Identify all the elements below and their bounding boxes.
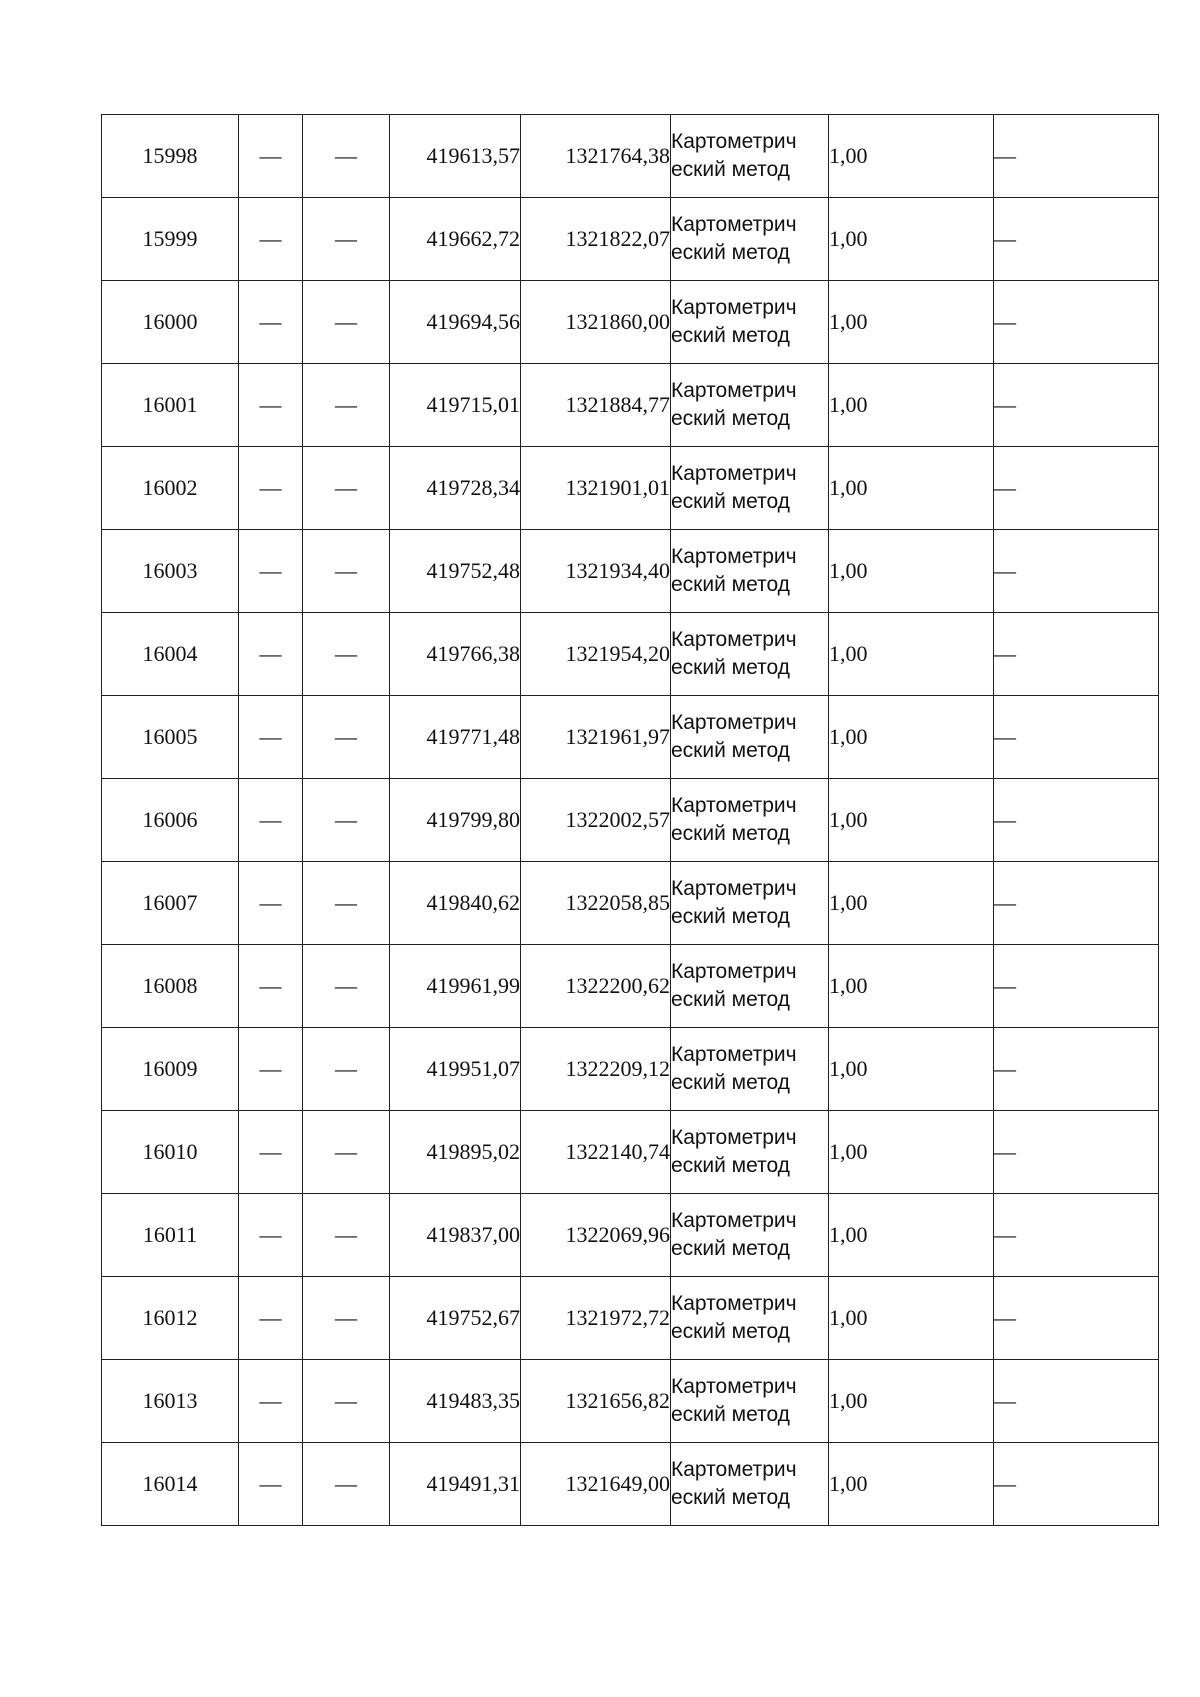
dash-cell: — (239, 779, 303, 862)
dash-cell: — (303, 364, 390, 447)
table-row (102, 945, 1159, 1028)
point-number-cell: 15999 (102, 198, 239, 281)
x-coordinate-cell: 419799,80 (390, 779, 521, 862)
table-row (102, 447, 1159, 530)
dash-cell: — (239, 447, 303, 530)
point-number-cell: 16012 (102, 1277, 239, 1360)
dash-cell: — (239, 1443, 303, 1526)
method-cell (671, 1194, 829, 1277)
method-cell (671, 1443, 829, 1526)
method-cell (671, 115, 829, 198)
dash-cell: — (239, 198, 303, 281)
dash-cell: — (994, 1194, 1159, 1277)
method-cell (671, 447, 829, 530)
point-number-cell: 16000 (102, 281, 239, 364)
accuracy-cell: 1,00 (829, 364, 994, 447)
point-number-cell: 16011 (102, 1194, 239, 1277)
point-number-cell: 16008 (102, 945, 239, 1028)
table-row (102, 1443, 1159, 1526)
method-cell (671, 862, 829, 945)
y-coordinate-cell: 1321764,38 (521, 115, 671, 198)
dash-cell: — (303, 447, 390, 530)
dash-cell: — (239, 364, 303, 447)
dash-cell: — (239, 115, 303, 198)
method-cell (671, 779, 829, 862)
dash-cell: — (239, 696, 303, 779)
dash-cell: — (303, 1360, 390, 1443)
method-cell (671, 1111, 829, 1194)
x-coordinate-cell: 419840,62 (390, 862, 521, 945)
dash-cell: — (994, 530, 1159, 613)
accuracy-cell: 1,00 (829, 1194, 994, 1277)
table-row (102, 1028, 1159, 1111)
accuracy-cell: 1,00 (829, 945, 994, 1028)
accuracy-cell: 1,00 (829, 696, 994, 779)
dash-cell: — (994, 1277, 1159, 1360)
y-coordinate-cell: 1321822,07 (521, 198, 671, 281)
table-row (102, 1194, 1159, 1277)
dash-cell: — (303, 198, 390, 281)
accuracy-cell: 1,00 (829, 530, 994, 613)
table-row (102, 364, 1159, 447)
x-coordinate-cell: 419752,67 (390, 1277, 521, 1360)
method-text: Картометрический метод (671, 1375, 797, 1426)
dash-cell: — (994, 1028, 1159, 1111)
method-cell (671, 1277, 829, 1360)
point-number-cell: 15998 (102, 115, 239, 198)
table-body (102, 115, 1159, 1526)
dash-cell: — (239, 1194, 303, 1277)
dash-cell: — (303, 281, 390, 364)
y-coordinate-cell: 1321884,77 (521, 364, 671, 447)
dash-cell: — (994, 115, 1159, 198)
dash-cell: — (994, 613, 1159, 696)
dash-cell: — (303, 115, 390, 198)
dash-cell: — (303, 696, 390, 779)
method-text: Картометрический метод (671, 130, 797, 181)
accuracy-cell: 1,00 (829, 1028, 994, 1111)
accuracy-cell: 1,00 (829, 1443, 994, 1526)
point-number-cell: 16014 (102, 1443, 239, 1526)
x-coordinate-cell: 419895,02 (390, 1111, 521, 1194)
table-row (102, 281, 1159, 364)
dash-cell: — (303, 1277, 390, 1360)
x-coordinate-cell: 419694,56 (390, 281, 521, 364)
x-coordinate-cell: 419483,35 (390, 1360, 521, 1443)
table-row (102, 1277, 1159, 1360)
table-row (102, 696, 1159, 779)
method-cell (671, 281, 829, 364)
dash-cell: — (239, 1028, 303, 1111)
x-coordinate-cell: 419728,34 (390, 447, 521, 530)
accuracy-cell: 1,00 (829, 862, 994, 945)
dash-cell: — (303, 1028, 390, 1111)
dash-cell: — (303, 1194, 390, 1277)
point-number-cell: 16003 (102, 530, 239, 613)
point-number-cell: 16009 (102, 1028, 239, 1111)
dash-cell: — (994, 862, 1159, 945)
method-cell (671, 1360, 829, 1443)
dash-cell: — (994, 198, 1159, 281)
dash-cell: — (239, 1360, 303, 1443)
method-cell (671, 364, 829, 447)
method-cell (671, 198, 829, 281)
method-text: Картометрический метод (671, 213, 797, 264)
method-text: Картометрический метод (671, 1292, 797, 1343)
dash-cell: — (303, 613, 390, 696)
table-row (102, 115, 1159, 198)
accuracy-cell: 1,00 (829, 1111, 994, 1194)
dash-cell: — (994, 1443, 1159, 1526)
dash-cell: — (239, 281, 303, 364)
dash-cell: — (994, 281, 1159, 364)
accuracy-cell: 1,00 (829, 447, 994, 530)
point-number-cell: 16004 (102, 613, 239, 696)
dash-cell: — (994, 364, 1159, 447)
method-text: Картометрический метод (671, 379, 797, 430)
table-row (102, 613, 1159, 696)
method-text: Картометрический метод (671, 877, 797, 928)
method-cell (671, 1028, 829, 1111)
table-row (102, 862, 1159, 945)
method-text: Картометрический метод (671, 1458, 797, 1509)
coordinates-table (101, 114, 1159, 1526)
y-coordinate-cell: 1322209,12 (521, 1028, 671, 1111)
method-text: Картометрический метод (671, 628, 797, 679)
table-row (102, 1111, 1159, 1194)
y-coordinate-cell: 1321656,82 (521, 1360, 671, 1443)
point-number-cell: 16002 (102, 447, 239, 530)
dash-cell: — (303, 779, 390, 862)
method-text: Картометрический метод (671, 1126, 797, 1177)
dash-cell: — (994, 945, 1159, 1028)
dash-cell: — (303, 945, 390, 1028)
point-number-cell: 16005 (102, 696, 239, 779)
x-coordinate-cell: 419662,72 (390, 198, 521, 281)
method-text: Картометрический метод (671, 545, 797, 596)
accuracy-cell: 1,00 (829, 198, 994, 281)
method-text: Картометрический метод (671, 296, 797, 347)
y-coordinate-cell: 1321961,97 (521, 696, 671, 779)
method-cell (671, 696, 829, 779)
point-number-cell: 16010 (102, 1111, 239, 1194)
x-coordinate-cell: 419771,48 (390, 696, 521, 779)
dash-cell: — (239, 1111, 303, 1194)
dash-cell: — (994, 779, 1159, 862)
x-coordinate-cell: 419715,01 (390, 364, 521, 447)
y-coordinate-cell: 1321934,40 (521, 530, 671, 613)
y-coordinate-cell: 1322002,57 (521, 779, 671, 862)
y-coordinate-cell: 1321860,00 (521, 281, 671, 364)
dash-cell: — (239, 613, 303, 696)
accuracy-cell: 1,00 (829, 1360, 994, 1443)
table-row (102, 1360, 1159, 1443)
accuracy-cell: 1,00 (829, 281, 994, 364)
accuracy-cell: 1,00 (829, 613, 994, 696)
x-coordinate-cell: 419951,07 (390, 1028, 521, 1111)
x-coordinate-cell: 419613,57 (390, 115, 521, 198)
point-number-cell: 16001 (102, 364, 239, 447)
method-cell (671, 613, 829, 696)
point-number-cell: 16006 (102, 779, 239, 862)
y-coordinate-cell: 1321972,72 (521, 1277, 671, 1360)
accuracy-cell: 1,00 (829, 779, 994, 862)
y-coordinate-cell: 1322200,62 (521, 945, 671, 1028)
dash-cell: — (994, 696, 1159, 779)
x-coordinate-cell: 419837,00 (390, 1194, 521, 1277)
dash-cell: — (994, 447, 1159, 530)
method-text: Картометрический метод (671, 794, 797, 845)
table-row (102, 530, 1159, 613)
x-coordinate-cell: 419961,99 (390, 945, 521, 1028)
method-text: Картометрический метод (671, 1209, 797, 1260)
dash-cell: — (239, 945, 303, 1028)
y-coordinate-cell: 1321954,20 (521, 613, 671, 696)
dash-cell: — (303, 1111, 390, 1194)
table-row (102, 198, 1159, 281)
accuracy-cell: 1,00 (829, 1277, 994, 1360)
method-text: Картометрический метод (671, 960, 797, 1011)
method-text: Картометрический метод (671, 711, 797, 762)
x-coordinate-cell: 419766,38 (390, 613, 521, 696)
dash-cell: — (303, 862, 390, 945)
point-number-cell: 16013 (102, 1360, 239, 1443)
table-row (102, 779, 1159, 862)
dash-cell: — (303, 530, 390, 613)
y-coordinate-cell: 1322069,96 (521, 1194, 671, 1277)
method-cell (671, 530, 829, 613)
dash-cell: — (239, 530, 303, 613)
dash-cell: — (994, 1111, 1159, 1194)
y-coordinate-cell: 1321649,00 (521, 1443, 671, 1526)
point-number-cell: 16007 (102, 862, 239, 945)
y-coordinate-cell: 1322140,74 (521, 1111, 671, 1194)
method-text: Картометрический метод (671, 1043, 797, 1094)
method-text: Картометрический метод (671, 462, 797, 513)
x-coordinate-cell: 419491,31 (390, 1443, 521, 1526)
dash-cell: — (303, 1443, 390, 1526)
method-cell (671, 945, 829, 1028)
y-coordinate-cell: 1321901,01 (521, 447, 671, 530)
y-coordinate-cell: 1322058,85 (521, 862, 671, 945)
dash-cell: — (994, 1360, 1159, 1443)
accuracy-cell: 1,00 (829, 115, 994, 198)
dash-cell: — (239, 862, 303, 945)
x-coordinate-cell: 419752,48 (390, 530, 521, 613)
dash-cell: — (239, 1277, 303, 1360)
